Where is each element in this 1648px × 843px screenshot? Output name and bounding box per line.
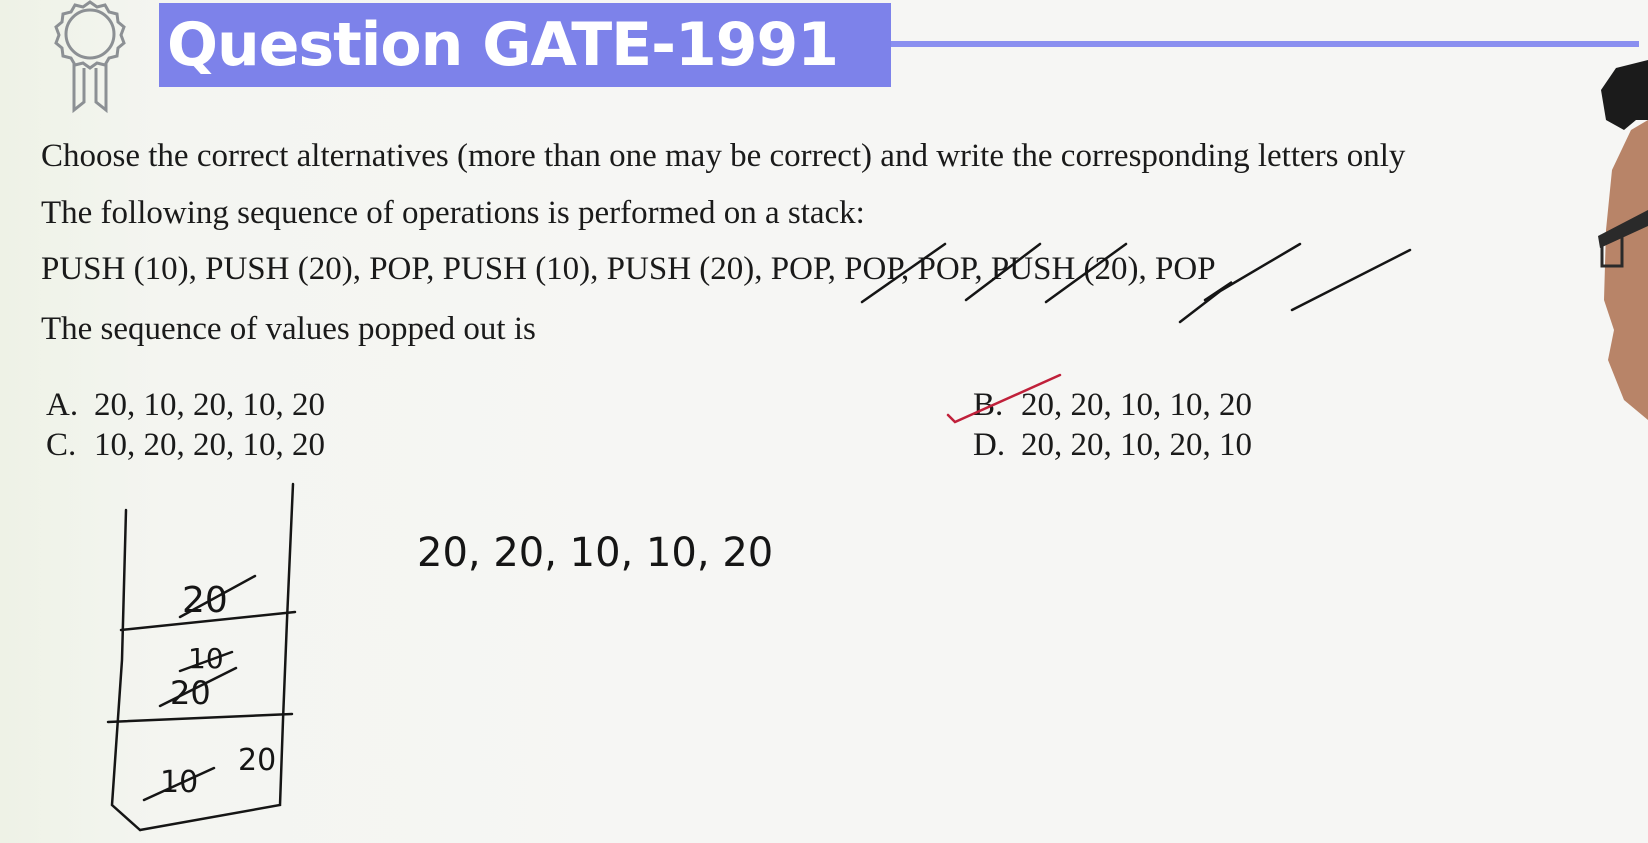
option-d-label: D. <box>973 427 1006 463</box>
question-instruction: Choose the correct alternatives (more than one may be correct) and write the corresponding letters only <box>41 138 1406 174</box>
operations-sequence: PUSH (10), PUSH (20), POP, PUSH (10), PUSH (20), POP, POP, POP, PUSH (20), POP <box>41 251 1216 287</box>
popped-sequence-note: 20, 20, 10, 10, 20 <box>417 530 774 576</box>
option-a[interactable] <box>46 387 325 424</box>
strike-stack-middle-2 <box>160 668 236 706</box>
strike-stack-top <box>180 576 255 617</box>
stack-value-middle-2: 20 <box>170 674 211 712</box>
option-a-label: A. <box>46 387 79 423</box>
stack-value-bottom-1: 10 <box>160 765 199 800</box>
stack-value-bottom-2: 20 <box>238 743 277 778</box>
option-b-label: B. <box>973 387 1004 423</box>
option-c-value: 10, 20, 20, 10, 20 <box>94 427 325 463</box>
option-c-label: C. <box>46 427 77 463</box>
stack-value-top: 20 <box>182 580 228 621</box>
strike-stack-middle-1 <box>180 652 232 671</box>
award-ribbon-icon <box>40 0 140 118</box>
stack-value-middle-1: 10 <box>188 642 224 675</box>
option-d[interactable] <box>973 427 1252 464</box>
page-title: Question GATE-1991 <box>159 3 891 87</box>
question-intro: The following sequence of operations is performed on a stack: <box>41 195 865 231</box>
presenter-image <box>1576 60 1648 430</box>
question-prompt: The sequence of values popped out is <box>41 311 536 347</box>
option-b[interactable] <box>973 387 1252 424</box>
option-a-value: 20, 10, 20, 10, 20 <box>94 387 325 423</box>
option-b-value: 20, 20, 10, 10, 20 <box>1021 387 1252 423</box>
option-d-value: 20, 20, 10, 20, 10 <box>1021 427 1252 463</box>
strike-stack-bottom <box>144 768 214 800</box>
stack-right-wall <box>140 484 293 830</box>
stack-divider-top <box>121 612 295 630</box>
option-c[interactable] <box>46 427 325 464</box>
title-divider <box>891 41 1639 47</box>
stack-left-wall <box>112 510 140 830</box>
stack-divider-bottom <box>108 714 292 722</box>
strike-pop-4 <box>1292 250 1410 310</box>
